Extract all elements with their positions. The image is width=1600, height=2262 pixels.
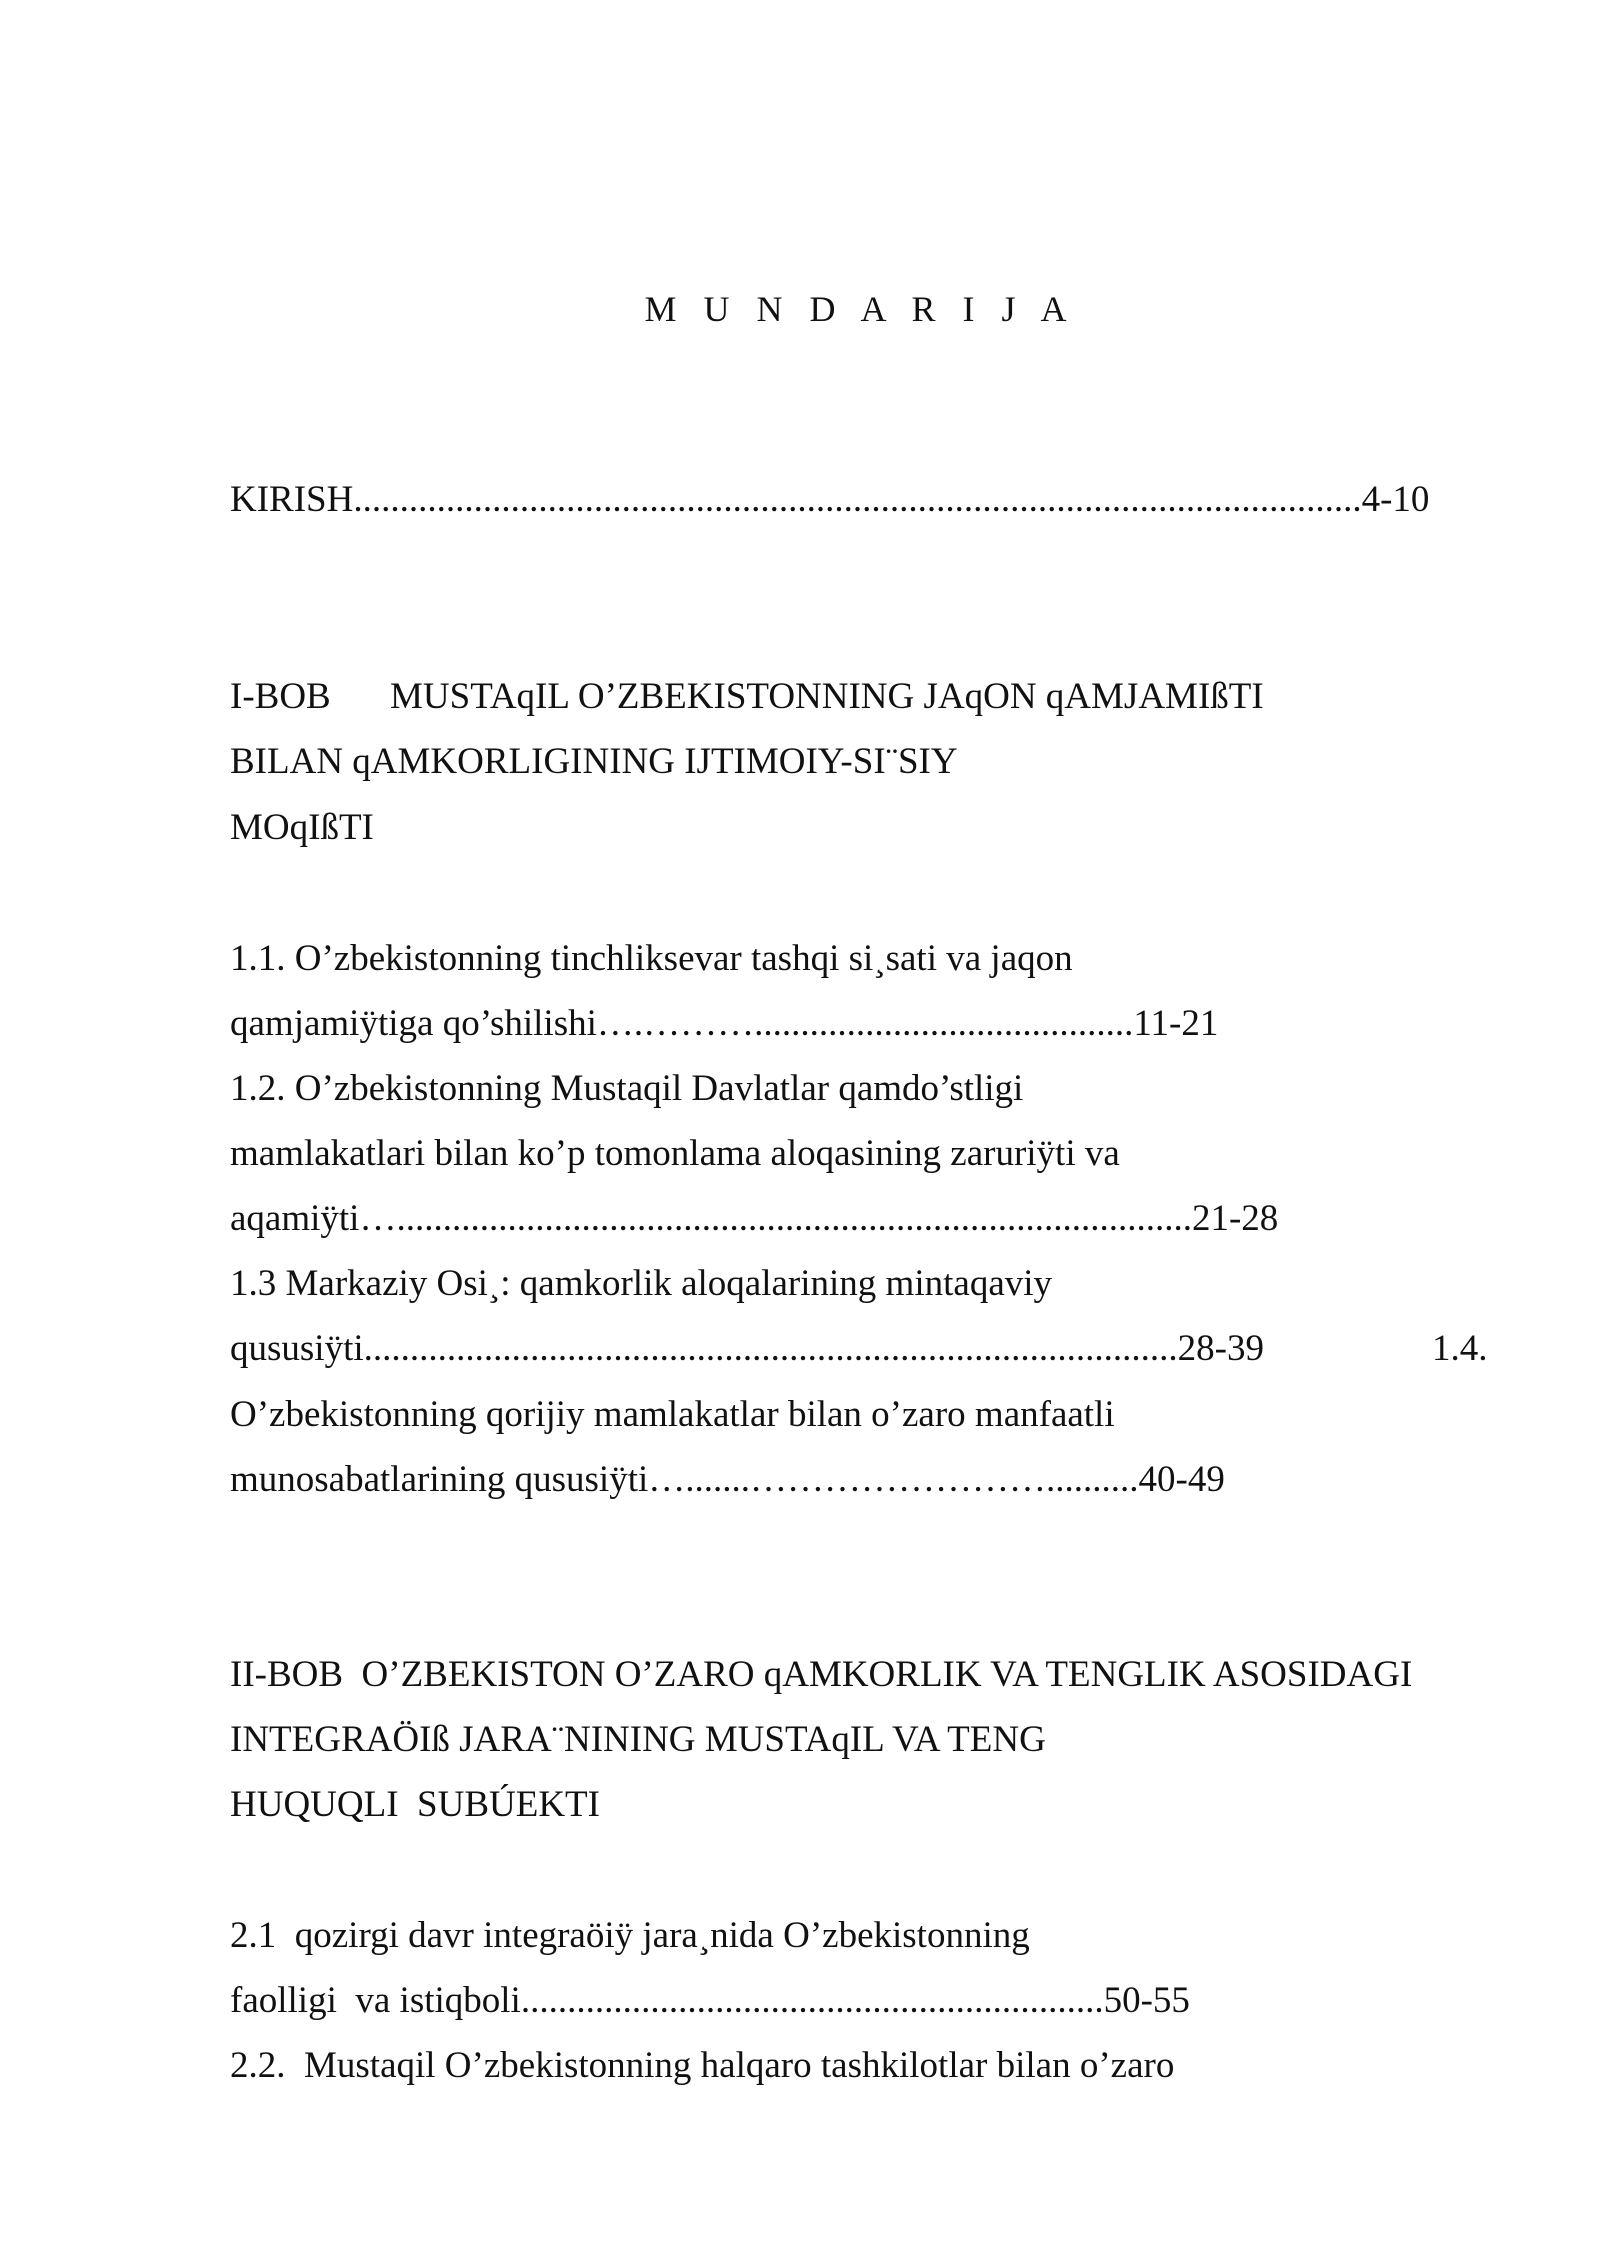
toc-entry-2-1-line-2: faolligi va istiqboli...............................................................50-55 bbox=[230, 1980, 1190, 2021]
chapter-1-heading-line-3: MOqIßTI bbox=[230, 807, 374, 848]
chapter-1-heading-text: MUSTAqIL O’ZBEKISTONNING JAqON qAMJAMIßTI bbox=[390, 676, 1264, 717]
chapter-2-heading-line-3: HUQUQLI SUBÚEKTI bbox=[230, 1784, 600, 1825]
page-title: M U N D A R I J A bbox=[644, 289, 1076, 329]
chapter-2-heading-line-2: INTEGRAÖIß JARA¨NINING MUSTAqIL VA TENG bbox=[230, 1719, 1046, 1760]
toc-entry-1-4-line-2: munosabatlarining qususiÿti….......……………………..........40-49 bbox=[230, 1459, 1225, 1500]
toc-entry-2-2-line-1: 2.2. Mustaqil O’zbekistonning halqaro tashkilotlar bilan o’zaro bbox=[230, 2045, 1175, 2086]
toc-entry-1-2-line-3: aqamiÿti…......................................................................................21-28 bbox=[230, 1198, 1279, 1239]
toc-entry-2-1-line-1: 2.1 qozirgi davr integraöiÿ jara¸nida O’zbekistonning bbox=[230, 1915, 1030, 1956]
toc-entry-1-3-line-2: qususiÿti........................................................................................28-39 bbox=[230, 1328, 1264, 1369]
toc-entry-1-4-number: 1.4. bbox=[1432, 1328, 1488, 1369]
chapter-2-heading-line-1: II-BOB O’ZBEKISTON O’ZARO qAMKORLIK VA TENGLIK ASOSIDAGI bbox=[230, 1654, 1413, 1695]
chapter-1-label: I-BOB bbox=[230, 676, 331, 717]
toc-entry-1-3-line-1: 1.3 Markaziy Osi¸: qamkorlik aloqalarining mintaqaviy bbox=[230, 1263, 1053, 1304]
toc-entry-intro: KIRISH.............................................................................................................4-10 bbox=[230, 479, 1430, 520]
toc-entry-1-2-line-2: mamlakatlari bilan ko’p tomonlama aloqasining zaruriÿti va bbox=[230, 1133, 1120, 1174]
toc-entry-1-4-line-1: O’zbekistonning qorijiy mamlakatlar bilan o’zaro manfaatli bbox=[230, 1394, 1115, 1435]
toc-entry-1-2-line-1: 1.2. O’zbekistonning Mustaqil Davlatlar qamdo’stligi bbox=[230, 1068, 1024, 1109]
chapter-1-heading-line-1 bbox=[230, 675, 1264, 719]
chapter-1-heading-line-2: BILAN qAMKORLIGINING IJTIMOIY-SI¨SIY bbox=[230, 741, 958, 782]
toc-entry-1-1-line-1: 1.1. O’zbekistonning tinchliksevar tashqi si¸sati va jaqon bbox=[230, 938, 1073, 979]
toc-entry-1-1-line-2: qamjamiÿtiga qo’shilishi….……….........................................11-21 bbox=[230, 1003, 1219, 1044]
